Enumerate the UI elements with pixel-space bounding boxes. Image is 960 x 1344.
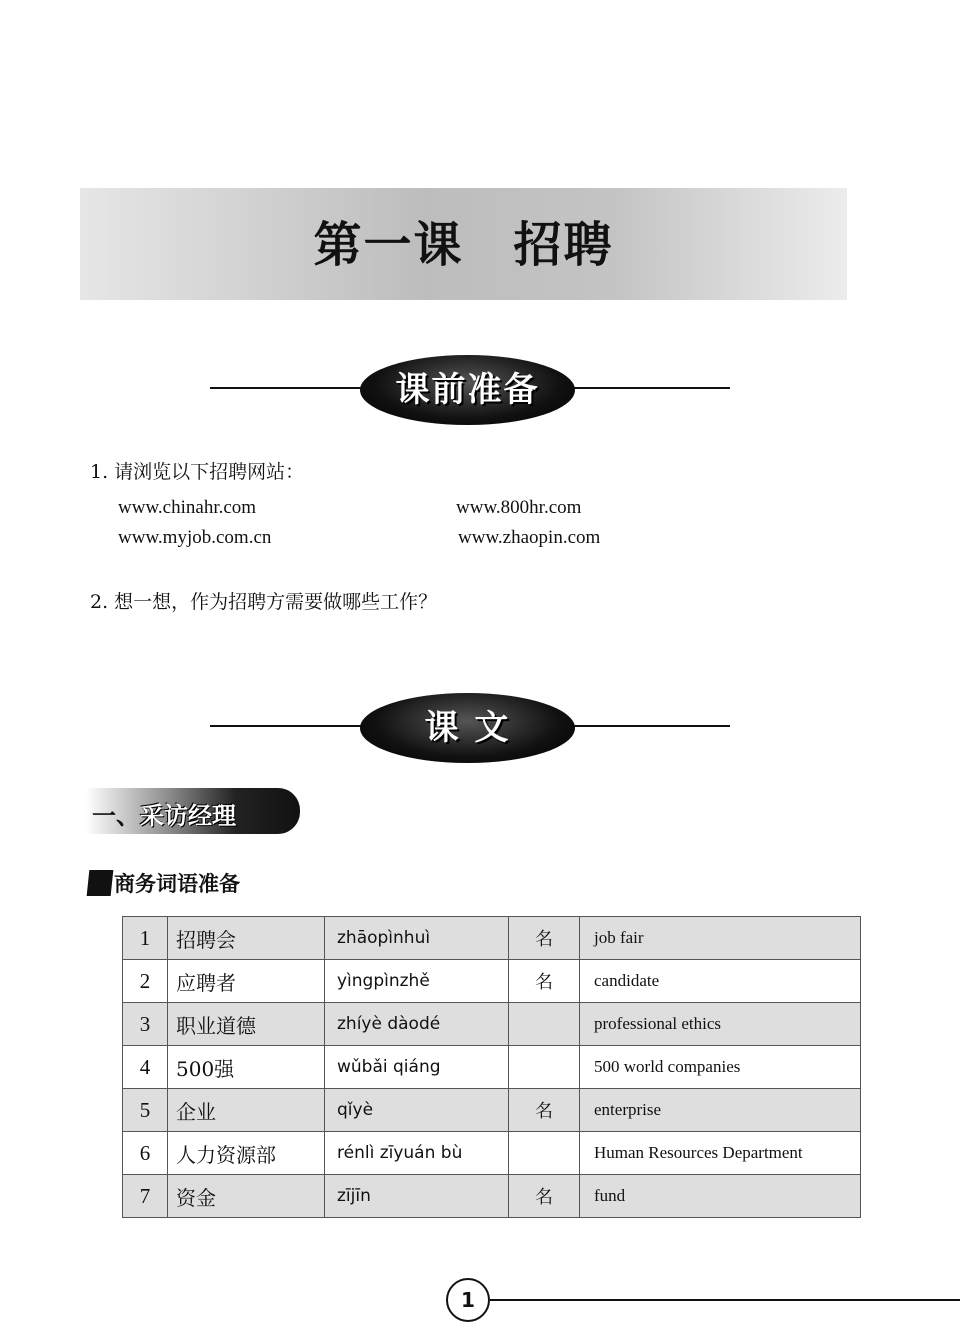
vocab-number: 1 [123,917,168,960]
vocab-pinyin: wǔbǎi qiáng [325,1046,509,1089]
vocab-english: fund [580,1175,861,1218]
vocab-pos [509,1046,580,1089]
question-1: 1. 请浏览以下招聘网站： [90,461,305,483]
lesson-banner [80,188,847,300]
table-row [123,917,861,960]
vocab-english: candidate [580,960,861,1003]
vocab-heading-text: 商务词语准备 [114,871,240,896]
subsection-number: 一、 [92,801,140,830]
vocab-pinyin: rénlì zīyuán bù [325,1132,509,1175]
vocab-pinyin: zījīn [325,1175,509,1218]
url-link[interactable]: www.zhaopin.com [458,527,601,548]
vocab-number: 6 [123,1132,168,1175]
square-bullet-icon [87,870,114,896]
section-label: 课 文 [360,693,575,763]
vocab-word: 招聘会 [168,917,325,960]
vocab-english: enterprise [580,1089,861,1132]
vocab-english: 500 world companies [580,1046,861,1089]
question-2: 2. 想一想，作为招聘方需要做哪些工作？ [90,591,438,613]
vocab-english: Human Resources Department [580,1132,861,1175]
vocab-pos: 名 [509,1089,580,1132]
section-label: 课前准备 [360,355,575,425]
section-header-prep [210,343,730,433]
table-row [123,1132,861,1175]
vocab-number: 4 [123,1046,168,1089]
table-row [123,1003,861,1046]
section-header-text [210,681,730,771]
url-link[interactable]: www.800hr.com [456,497,582,518]
vocab-number: 7 [123,1175,168,1218]
vocab-english: professional ethics [580,1003,861,1046]
url-link[interactable]: www.myjob.com.cn [118,527,272,548]
vocab-pinyin: qǐyè [325,1089,509,1132]
table-row [123,960,861,1003]
vocab-number: 3 [123,1003,168,1046]
subsection-title: 采访经理 [140,801,236,830]
vocab-pos: 名 [509,1175,580,1218]
url-link[interactable]: www.chinahr.com [118,497,257,518]
vocab-pinyin: zhāopìnhuì [325,917,509,960]
vocab-pinyin: yìngpìnzhě [325,960,509,1003]
lesson-title: 第一课 招聘 [313,217,614,273]
table-row [123,1046,861,1089]
table-row [123,1089,861,1132]
vocab-number: 5 [123,1089,168,1132]
vocab-word: 职业道德 [168,1003,325,1046]
vocab-pos: 名 [509,917,580,960]
vocab-word: 人力资源部 [168,1132,325,1175]
subsection-banner [86,788,300,834]
footer-line [490,1299,960,1301]
vocab-word: 企业 [168,1089,325,1132]
vocab-pos [509,1003,580,1046]
vocab-table [122,916,861,1218]
vocab-heading [88,868,240,898]
vocab-pinyin: zhíyè dàodé [325,1003,509,1046]
vocab-english: job fair [580,917,861,960]
vocab-pos [509,1132,580,1175]
table-row [123,1175,861,1218]
vocab-number: 2 [123,960,168,1003]
vocab-word: 500强 [168,1046,325,1089]
page-number: 1 [446,1278,490,1322]
vocab-word: 资金 [168,1175,325,1218]
vocab-pos: 名 [509,960,580,1003]
vocab-word: 应聘者 [168,960,325,1003]
